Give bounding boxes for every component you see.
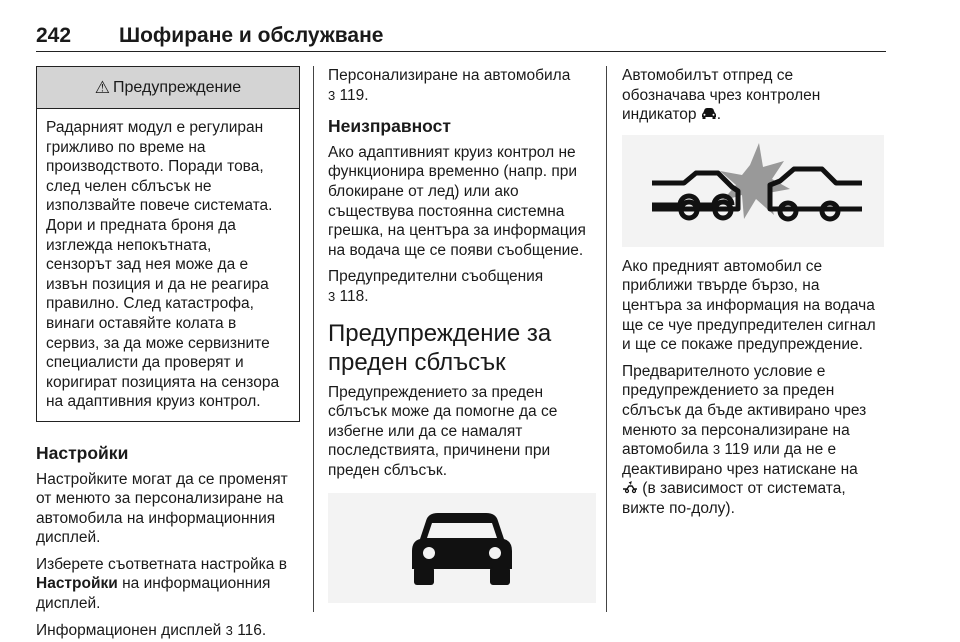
section-title (328, 319, 598, 377)
text-line (36, 574, 300, 594)
text-line: Изберете съответната настройка в (36, 555, 287, 573)
warning-line: сензорът зад нея може да е (46, 256, 249, 274)
text-fragment: Информационен дисплей (36, 621, 226, 639)
warning-box-header (37, 67, 299, 109)
settings-heading: Настройки (36, 442, 129, 463)
text-line: на водача ще се появи съобщение. (328, 241, 584, 259)
column-divider (606, 66, 607, 612)
warning-line: коригират позицията на сензора (46, 373, 280, 391)
text-line (622, 440, 890, 460)
warning-line: правилно. След катастрофа, (46, 295, 254, 313)
text-line: индикатор . (622, 106, 722, 124)
page-reference-arrow-icon: 3 (328, 87, 336, 103)
text-line (36, 621, 300, 641)
fault-paragraph (328, 143, 598, 261)
warning-triangle-icon: ⚠ (94, 77, 111, 97)
text-line: Предупредителни съобщения (328, 268, 544, 286)
text-line: приближи твърде бързо, на (622, 277, 820, 295)
warning-title: Предупреждение (113, 78, 242, 96)
warning-line: използвайте повече системата. (46, 197, 273, 215)
collision-warning-button-icon (622, 481, 638, 494)
column-right (622, 66, 890, 526)
vehicle-ahead-indicator-icon (701, 107, 717, 120)
text-line: съществува постоянна системна (328, 202, 565, 220)
text-line: сблъсък да бъде активирано чрез (622, 401, 867, 419)
text-fragment: на информационния (117, 575, 271, 593)
title-line: преден сблъсък (328, 348, 506, 376)
warning-line: специалисти да проверят и (46, 354, 244, 372)
section-paragraph (328, 383, 598, 481)
column-middle (328, 66, 598, 603)
text-line: предупреждението за преден (622, 382, 835, 400)
text-line: дисплей. (36, 529, 101, 547)
text-line: Предварителното условие е (622, 362, 826, 380)
page-header (36, 18, 886, 52)
text-line (328, 287, 598, 307)
warning-line: изглежда непокътната, (46, 236, 212, 254)
text-line: деактивирано чрез натискане на (622, 460, 858, 478)
warning-line: сервиз, за да може сервизните (46, 334, 270, 352)
warning-line: винаги оставяйте колата в (46, 314, 237, 332)
settings-menu-name: Настройки (36, 575, 118, 593)
text-line: вижте по-долу). (622, 499, 735, 517)
text-line: избегне или да се намалят (328, 422, 523, 440)
text-line: функционира временно (напр. при (328, 163, 578, 181)
messages-paragraph (328, 267, 598, 306)
text-line: Персонализиране на автомобила (328, 67, 571, 84)
warning-line: Дори и предната броня да (46, 216, 236, 234)
text-line: Автомобилът отпред се (622, 67, 794, 84)
title-line: Предупреждение за (328, 319, 552, 347)
text-line: центъра за информация на водача (622, 296, 875, 314)
warning-line: Радарният модул е регулиран (46, 119, 264, 136)
vehicle-ahead-illustration (328, 493, 596, 603)
text-line: грешка, на центъра за информация (328, 222, 586, 240)
page-reference-arrow-icon: 3 (328, 288, 336, 304)
intro-paragraph (328, 66, 598, 105)
page-reference[interactable]: 116. (237, 621, 267, 639)
collision-icon (622, 135, 884, 247)
text-fragment: индикатор (622, 106, 701, 124)
warning-paragraph (622, 257, 890, 355)
text-fragment: (в зависимост от системата, (638, 480, 846, 498)
text-line: последствията, причинени при (328, 442, 551, 460)
text-line: менюто за персонализиране на (622, 421, 850, 439)
warning-line: извън позиция и да не реагира (46, 275, 269, 293)
text-line (328, 86, 598, 106)
page-reference-arrow-icon: 3 (225, 622, 233, 638)
chapter-title: Шофиране и обслужване (119, 24, 384, 47)
text-line: Настройките могат да се променят (36, 470, 288, 488)
indicator-paragraph (622, 66, 890, 125)
text-line: Ако предният автомобил се (622, 257, 823, 275)
column-divider (313, 66, 314, 612)
page-reference[interactable]: 119. (339, 86, 369, 104)
text-line: и ще се покаже предупреждение. (622, 336, 863, 354)
text-line: преден сблъсък. (328, 461, 448, 479)
warning-line: производството. Поради това, (46, 158, 264, 176)
collision-illustration (622, 135, 884, 247)
text-line: обозначава чрез контролен (622, 86, 821, 104)
settings-paragraph-3 (36, 621, 300, 641)
settings-paragraph-2 (36, 555, 300, 614)
warning-line: на адаптивния круиз контрол. (46, 393, 261, 411)
text-line: автомобила на информационния (36, 509, 276, 527)
text-line (622, 479, 890, 499)
warning-line: грижливо по време на (46, 138, 206, 156)
page-number: 242 (36, 24, 72, 47)
page-reference[interactable]: 118. (339, 287, 369, 305)
precondition-paragraph (622, 362, 890, 519)
fault-heading: Неизправност (328, 116, 451, 137)
page-reference[interactable]: 119 или да не е (724, 441, 837, 459)
text-line: Ако адаптивният круиз контрол не (328, 143, 576, 161)
text-line: от менюто за персонализиране на (36, 490, 284, 508)
text-line: дисплей. (36, 595, 101, 613)
settings-paragraph-1 (36, 470, 300, 548)
text-fragment: автомобила (622, 441, 713, 459)
warning-box-body (37, 109, 299, 421)
warning-box (36, 66, 300, 422)
text-line: ще се чуе предупредителен сигнал (622, 316, 876, 334)
column-left (36, 66, 300, 642)
page-reference-arrow-icon: 3 (712, 442, 721, 458)
warning-line: след челен сблъсък не (46, 177, 212, 195)
car-front-icon (328, 493, 596, 603)
text-line: Предупреждението за преден (328, 383, 544, 401)
text-line: сблъсък може да помогне да се (328, 403, 558, 421)
text-line: блокиране от лед) или ако (328, 182, 519, 200)
